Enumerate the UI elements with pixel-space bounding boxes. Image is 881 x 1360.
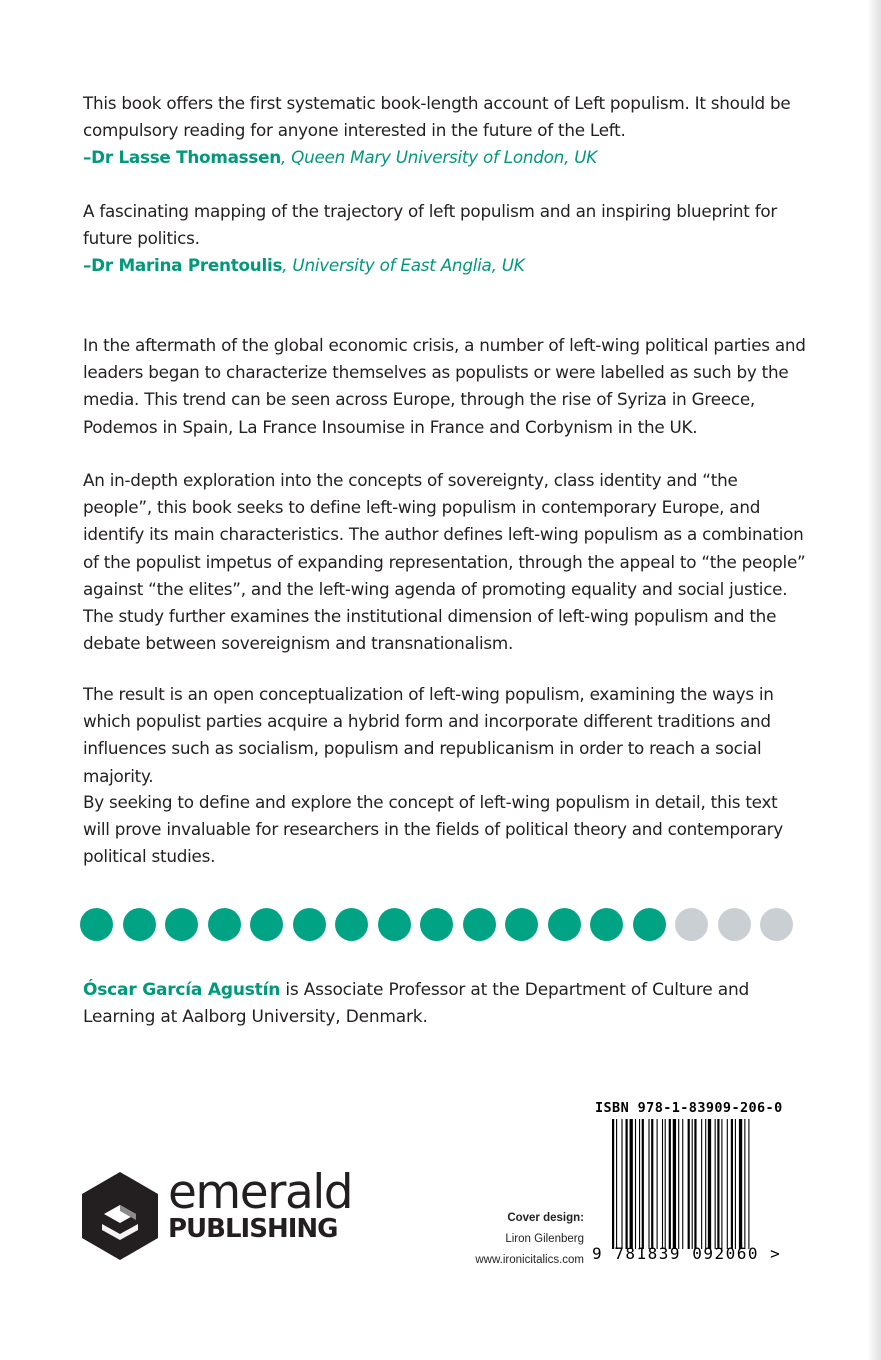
description-paragraph-1: In the aftermath of the global economic crisis, a number of left-wing political parties and leaders began to characterize themselves as populists or were labelled as such by the media. This trend can be seen across Europe, through the rise of Syriza in Greece, Podemos in Spain, La France Insoumise in France and Corbynism in the UK. [83, 335, 806, 437]
page-edge-shadow [867, 0, 881, 1360]
barcode-bar [639, 1119, 640, 1249]
author-bio-text: is Associate Professor at the Department of Culture and Learning at Aalborg University, Denmark. [83, 980, 750, 1027]
barcode-digits: 9 781839 092060 > [592, 1244, 782, 1263]
barcode-bar [708, 1119, 711, 1249]
description-paragraph-2: An in-depth exploration into the concepts of sovereignty, class identity and “the people”, this book seeks to define left-wing populism in contemporary Europe, and identify its main characteristics. The author defines left-wing populism as a combination of the populist impetus of expanding representation, through the appeal to “the people” against “the elites”, and the left-wing agenda of promoting equality and social justice. The study further examines the institutional dimension of left-wing populism and the debate between sovereignism and transnationalism. [83, 470, 806, 654]
barcode [612, 1119, 782, 1249]
barcode-bar [612, 1119, 614, 1249]
barcode-bar [678, 1119, 679, 1249]
quote-1-affiliation: , Queen Mary University of London, UK [280, 147, 598, 168]
quote-1-attribution [83, 147, 597, 167]
dot-filled [293, 908, 326, 941]
barcode-bar [616, 1119, 617, 1249]
barcode-bar [635, 1119, 636, 1249]
barcode-bar [665, 1119, 666, 1249]
barcode-bar [688, 1119, 690, 1249]
dot-empty [718, 908, 751, 941]
barcode-bar [694, 1119, 696, 1249]
quote-2-author: –Dr Marina Prentoulis [83, 255, 283, 276]
quote-2-text: A fascinating mapping of the trajectory of left populism and an inspiring blueprint for future politics. [83, 201, 778, 249]
barcode-bar [735, 1119, 736, 1249]
barcode-bar [657, 1119, 658, 1249]
quote-2 [83, 198, 783, 280]
barcode-bar [626, 1119, 628, 1249]
dot-filled [633, 908, 666, 941]
barcode-bar [748, 1119, 749, 1249]
barcode-bar [744, 1119, 745, 1249]
publisher-subname: PUBLISHING [168, 1214, 338, 1244]
author-bio [83, 977, 783, 1031]
barcode-bar [651, 1119, 653, 1249]
barcode-bar [692, 1119, 693, 1249]
dot-filled [250, 908, 283, 941]
barcode-bar [715, 1119, 716, 1249]
barcode-bar [648, 1119, 649, 1249]
dot-filled [590, 908, 623, 941]
designer-url: www.ironicitalics.com [475, 1254, 584, 1266]
dot-filled [165, 908, 198, 941]
description-paragraph-3: The result is an open conceptualization of left-wing populism, examining the ways in which populist parties acquire a hybrid form and incorporate different traditions and influences such as socialism, populism and republicanism in order to reach a social majority. [83, 684, 774, 786]
dot-filled [80, 908, 113, 941]
barcode-bar [705, 1119, 706, 1249]
cover-designer: Liron Gilenberg [505, 1233, 584, 1245]
quote-2-attribution [83, 255, 525, 275]
progress-dots [80, 908, 793, 942]
barcode-bar [630, 1119, 633, 1249]
barcode-bar [669, 1119, 671, 1249]
dot-empty [675, 908, 708, 941]
cover-design-label: Cover design: [507, 1212, 584, 1224]
dot-filled [505, 908, 538, 941]
barcode-bar [642, 1119, 644, 1249]
description-paragraph-4: By seeking to define and explore the concept of left-wing populism in detail, this text will prove invaluable for researchers in the fields of political theory and contemporary political studies. [83, 792, 783, 867]
barcode-bar [701, 1119, 702, 1249]
quote-1-author: –Dr Lasse Thomassen [83, 147, 281, 168]
isbn-label: ISBN 978-1-83909-206-0 [595, 1100, 783, 1116]
barcode-bar [682, 1119, 683, 1249]
barcode-bar [727, 1119, 728, 1249]
dot-filled [378, 908, 411, 941]
dot-filled [123, 908, 156, 941]
quote-2-affiliation: , University of East Anglia, UK [282, 255, 525, 276]
dot-filled [548, 908, 581, 941]
emerald-hexagon-e-logo-icon [80, 1170, 160, 1262]
barcode-bar [673, 1119, 676, 1249]
quote-1 [83, 90, 808, 172]
barcode-bar [621, 1119, 622, 1249]
barcode-bar [662, 1119, 663, 1249]
quote-1-text: This book offers the first systematic book-length account of Left populism. It should be compulsory reading for anyone interested in the future of the Left. [83, 93, 791, 141]
dot-filled [335, 908, 368, 941]
dot-filled [208, 908, 241, 941]
dot-filled [420, 908, 453, 941]
barcode-bar [731, 1119, 733, 1249]
barcode-bar [721, 1119, 722, 1249]
publisher-name: emerald [168, 1165, 353, 1220]
dot-filled [463, 908, 496, 941]
barcode-bar [739, 1119, 742, 1249]
barcode-bar [717, 1119, 719, 1249]
dot-empty [760, 908, 793, 941]
author-name: Óscar García Agustín [83, 980, 281, 1000]
